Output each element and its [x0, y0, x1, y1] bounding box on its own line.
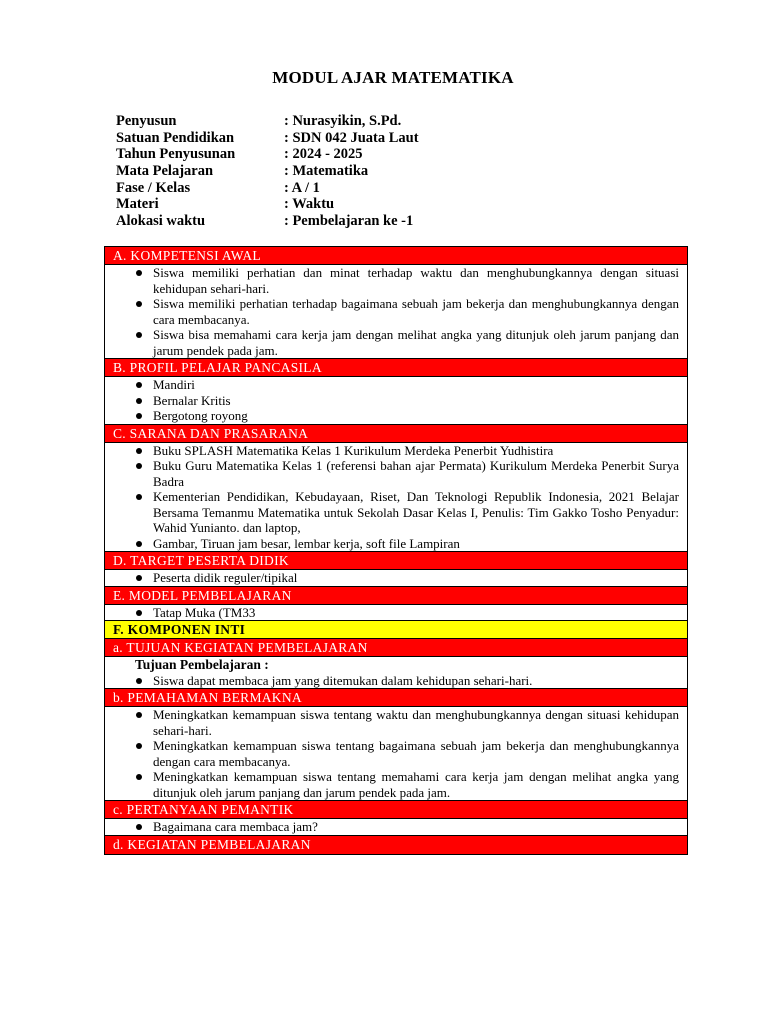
list-item: Buku Guru Matematika Kelas 1 (referensi bahan ajar Permata) Kurikulum Merdeka Penerbit Surya Badra [153, 458, 679, 489]
section-body-profil-pelajar [105, 377, 687, 425]
list-item: Bergotong royong [153, 408, 679, 424]
list-item: Kementerian Pendidikan, Kebudayaan, Riset, Dan Teknologi Republik Indonesia, 2021 Belajar Bersama Temanmu Matematika untuk Sekolah Dasar Kelas I, Penulis: Tim Gakko Tosho Penyadur: Wahid Yunianto. dan laptop, [153, 489, 679, 535]
section-body-pertanyaan [105, 819, 687, 836]
section-heading-target: D. TARGET PESERTA DIDIK [105, 552, 687, 570]
section-body-sarana [105, 443, 687, 553]
meta-row-fase [116, 180, 419, 197]
list-item: Mandiri [153, 377, 679, 393]
meta-value: : 2024 - 2025 [284, 146, 363, 163]
list-item: Siswa memiliki perhatian dan minat terhadap waktu dan menghubungkannya dengan situasi kehidupan sehari-hari. [153, 265, 679, 296]
list-item: Siswa memiliki perhatian terhadap bagaimana sebuah jam bekerja dan menghubungkannya dengan cara membacanya. [153, 296, 679, 327]
list-item: Bernalar Kritis [153, 393, 679, 409]
module-table [104, 246, 688, 855]
section-heading-sarana: C. SARANA DAN PRASARANA [105, 425, 687, 443]
meta-value: : Waktu [284, 196, 335, 213]
list-item: Meningkatkan kemampuan siswa tentang memahami cara kerja jam dengan melihat angka yang ditunjuk oleh jarum panjang dan jarum pendek pada jam. [153, 769, 679, 800]
section-body-tujuan [105, 657, 687, 689]
list-item: Meningkatkan kemampuan siswa tentang bagaimana sebuah jam bekerja dan menghubungkannya dengan cara membacanya. [153, 738, 679, 769]
meta-value: : SDN 042 Juata Laut [284, 129, 419, 146]
list-item: Siswa dapat membaca jam yang ditemukan dalam kehidupan sehari-hari. [153, 673, 679, 689]
meta-label: Penyusun [116, 113, 177, 129]
section-heading-kegiatan: d. KEGIATAN PEMBELAJARAN [105, 836, 687, 854]
list-item: Gambar, Tiruan jam besar, lembar kerja, soft file Lampiran [153, 536, 679, 552]
meta-row-materi [116, 196, 419, 213]
meta-row-penyusun [116, 113, 419, 130]
meta-row-mapel [116, 163, 419, 180]
meta-value: : A / 1 [284, 179, 320, 196]
section-body-model [105, 605, 687, 622]
document-title: MODUL AJAR MATEMATIKA [272, 68, 514, 87]
meta-label: Alokasi waktu [116, 213, 206, 230]
meta-row-alokasi [116, 213, 419, 230]
section-heading-profil-pelajar: B. PROFIL PELAJAR PANCASILA [105, 359, 687, 377]
meta-value: : Pembelajaran ke -1 [284, 213, 414, 230]
meta-row-satuan [116, 130, 419, 147]
meta-row-tahun [116, 146, 419, 163]
meta-value: : Matematika [284, 163, 369, 180]
section-body-kompetensi-awal [105, 265, 687, 359]
section-heading-komponen-inti: F. KOMPONEN INTI [105, 621, 687, 639]
section-body-target [105, 570, 687, 587]
meta-value: : Nurasyikin, S.Pd. [284, 113, 402, 129]
meta-label: Tahun Penyusunan [116, 146, 236, 163]
section-heading-pertanyaan: c. PERTANYAAN PEMANTIK [105, 801, 687, 819]
list-item: Siswa bisa memahami cara kerja jam dengan melihat angka yang ditunjuk oleh jarum panjang dan jarum pendek pada jam. [153, 327, 679, 358]
meta-label: Satuan Pendidikan [116, 129, 235, 146]
subheading: Tujuan Pembelajaran : [135, 657, 269, 672]
list-item: Peserta didik reguler/tipikal [153, 570, 679, 586]
list-item: Meningkatkan kemampuan siswa tentang waktu dan menghubungkannya dengan situasi kehidupan sehari-hari. [153, 707, 679, 738]
list-item: Buku SPLASH Matematika Kelas 1 Kurikulum Merdeka Penerbit Yudhistira [153, 443, 679, 459]
section-heading-tujuan: a. TUJUAN KEGIATAN PEMBELAJARAN [105, 639, 687, 657]
meta-label: Fase / Kelas [116, 179, 191, 196]
section-heading-pemahaman: b. PEMAHAMAN BERMAKNA [105, 689, 687, 707]
identity-block [116, 113, 419, 230]
section-body-pemahaman [105, 707, 687, 801]
meta-label: Mata Pelajaran [116, 163, 214, 180]
list-item: Bagaimana cara membaca jam? [153, 819, 679, 835]
meta-label: Materi [116, 196, 159, 213]
section-heading-kompetensi-awal: A. KOMPETENSI AWAL [105, 247, 687, 265]
list-item: Tatap Muka (TM33 [153, 605, 679, 621]
section-heading-model: E. MODEL PEMBELAJARAN [105, 587, 687, 605]
